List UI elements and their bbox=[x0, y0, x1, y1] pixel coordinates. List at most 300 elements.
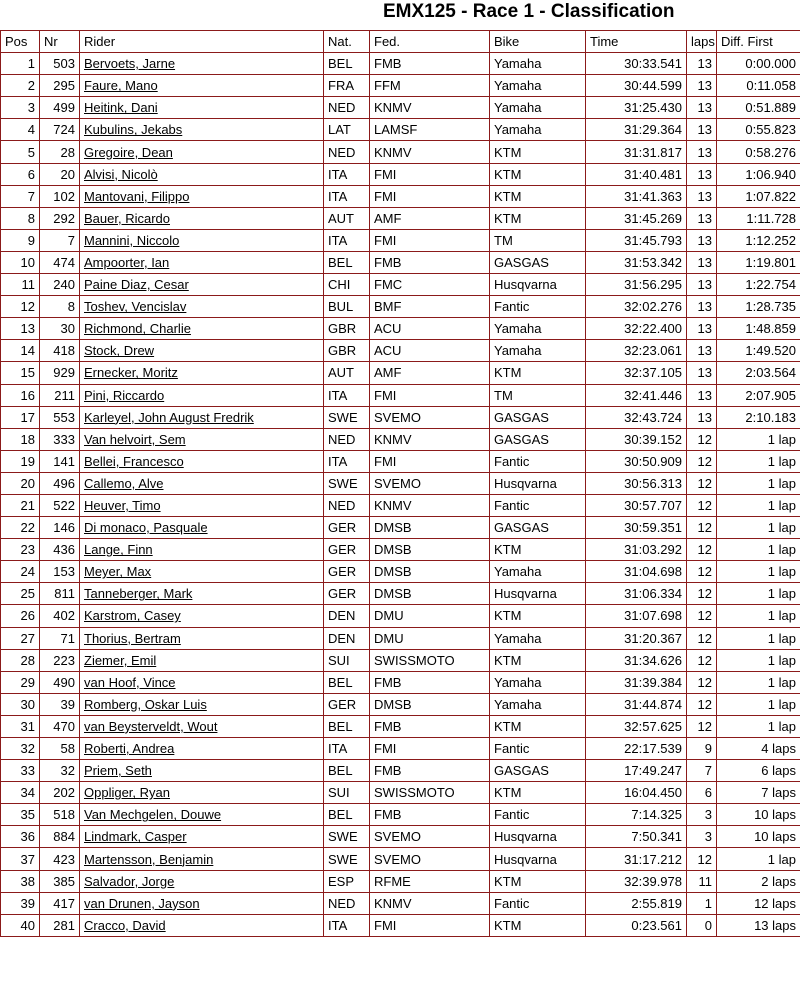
table-row bbox=[1, 406, 800, 428]
cell-diff-first: 12 laps bbox=[717, 892, 800, 914]
cell-rider[interactable] bbox=[80, 870, 324, 892]
cell-number: 496 bbox=[40, 472, 80, 494]
cell-time: 31:45.269 bbox=[586, 207, 687, 229]
cell-pos: 5 bbox=[1, 141, 40, 163]
cell-time: 31:31.817 bbox=[586, 141, 687, 163]
cell-bike: GASGAS bbox=[490, 428, 586, 450]
cell-diff-first: 1 lap bbox=[717, 605, 800, 627]
cell-fed: FMI bbox=[370, 384, 490, 406]
table-row bbox=[1, 97, 800, 119]
rider-link[interactable]: Heuver, Timo bbox=[84, 498, 161, 514]
table-row bbox=[1, 494, 800, 516]
cell-diff-first: 0:00.000 bbox=[717, 53, 800, 75]
cell-rider[interactable] bbox=[80, 318, 324, 340]
table-row bbox=[1, 229, 800, 251]
cell-pos: 38 bbox=[1, 870, 40, 892]
cell-diff-first: 6 laps bbox=[717, 760, 800, 782]
cell-time: 31:17.212 bbox=[586, 848, 687, 870]
cell-number: 146 bbox=[40, 517, 80, 539]
cell-diff-first: 2:10.183 bbox=[717, 406, 800, 428]
cell-time: 31:44.874 bbox=[586, 693, 687, 715]
cell-laps: 12 bbox=[687, 715, 717, 737]
cell-fed: ACU bbox=[370, 318, 490, 340]
cell-fed: ACU bbox=[370, 340, 490, 362]
cell-rider[interactable] bbox=[80, 738, 324, 760]
rider-link[interactable]: Di monaco, Pasquale bbox=[84, 520, 208, 536]
cell-pos: 13 bbox=[1, 318, 40, 340]
cell-bike: KTM bbox=[490, 649, 586, 671]
cell-rider[interactable] bbox=[80, 53, 324, 75]
cell-rider[interactable] bbox=[80, 539, 324, 561]
cell-number: 418 bbox=[40, 340, 80, 362]
rider-link[interactable]: Ernecker, Moritz bbox=[84, 365, 178, 381]
cell-time: 2:55.819 bbox=[586, 892, 687, 914]
cell-rider[interactable] bbox=[80, 760, 324, 782]
cell-nat: ITA bbox=[324, 229, 370, 251]
cell-rider[interactable] bbox=[80, 251, 324, 273]
table-row bbox=[1, 163, 800, 185]
cell-bike: KTM bbox=[490, 185, 586, 207]
cell-nat: SUI bbox=[324, 782, 370, 804]
cell-fed: KNMV bbox=[370, 97, 490, 119]
rider-link[interactable]: Karstrom, Casey bbox=[84, 608, 181, 624]
cell-time: 31:07.698 bbox=[586, 605, 687, 627]
cell-fed: KNMV bbox=[370, 428, 490, 450]
cell-rider[interactable] bbox=[80, 185, 324, 207]
cell-diff-first: 1 lap bbox=[717, 693, 800, 715]
cell-nat: BEL bbox=[324, 760, 370, 782]
rider-link[interactable]: Mantovani, Filippo bbox=[84, 188, 190, 204]
cell-laps: 13 bbox=[687, 340, 717, 362]
rider-link[interactable]: Thorius, Bertram bbox=[84, 630, 181, 646]
rider-link[interactable]: Van helvoirt, Sem bbox=[84, 431, 186, 447]
cell-rider[interactable] bbox=[80, 384, 324, 406]
table-row bbox=[1, 539, 800, 561]
cell-fed: SVEMO bbox=[370, 826, 490, 848]
cell-number: 402 bbox=[40, 605, 80, 627]
cell-rider[interactable] bbox=[80, 649, 324, 671]
cell-fed: SWISSMOTO bbox=[370, 649, 490, 671]
table-row bbox=[1, 914, 800, 936]
cell-time: 31:20.367 bbox=[586, 627, 687, 649]
cell-nat: DEN bbox=[324, 627, 370, 649]
table-row bbox=[1, 517, 800, 539]
cell-bike: KTM bbox=[490, 141, 586, 163]
rider-link[interactable]: Pini, Riccardo bbox=[84, 387, 165, 403]
cell-laps: 3 bbox=[687, 826, 717, 848]
cell-fed: FMI bbox=[370, 229, 490, 251]
cell-laps: 13 bbox=[687, 274, 717, 296]
cell-fed: FMB bbox=[370, 804, 490, 826]
cell-rider[interactable] bbox=[80, 804, 324, 826]
cell-rider[interactable] bbox=[80, 605, 324, 627]
cell-number: 58 bbox=[40, 738, 80, 760]
cell-time: 30:50.909 bbox=[586, 450, 687, 472]
cell-number: 929 bbox=[40, 362, 80, 384]
column-header-pos: Pos bbox=[1, 31, 40, 53]
cell-nat: GER bbox=[324, 583, 370, 605]
cell-time: 31:53.342 bbox=[586, 251, 687, 273]
cell-number: 102 bbox=[40, 185, 80, 207]
cell-rider[interactable] bbox=[80, 517, 324, 539]
cell-fed: FMI bbox=[370, 914, 490, 936]
cell-pos: 15 bbox=[1, 362, 40, 384]
cell-bike: Husqvarna bbox=[490, 583, 586, 605]
cell-number: 295 bbox=[40, 75, 80, 97]
cell-fed: FMB bbox=[370, 715, 490, 737]
cell-bike: KTM bbox=[490, 715, 586, 737]
cell-rider[interactable] bbox=[80, 914, 324, 936]
cell-rider[interactable] bbox=[80, 892, 324, 914]
cell-fed: FMI bbox=[370, 163, 490, 185]
table-row bbox=[1, 671, 800, 693]
cell-number: 30 bbox=[40, 318, 80, 340]
cell-pos: 8 bbox=[1, 207, 40, 229]
cell-pos: 36 bbox=[1, 826, 40, 848]
cell-rider[interactable] bbox=[80, 207, 324, 229]
cell-fed: FMI bbox=[370, 185, 490, 207]
cell-rider[interactable] bbox=[80, 97, 324, 119]
cell-rider[interactable] bbox=[80, 715, 324, 737]
cell-pos: 22 bbox=[1, 517, 40, 539]
rider-link[interactable]: van Hoof, Vince bbox=[84, 674, 176, 690]
cell-number: 385 bbox=[40, 870, 80, 892]
cell-laps: 12 bbox=[687, 627, 717, 649]
rider-link[interactable]: Salvador, Jorge bbox=[84, 873, 175, 889]
cell-rider[interactable] bbox=[80, 75, 324, 97]
table-row bbox=[1, 715, 800, 737]
rider-link[interactable]: Callemo, Alve bbox=[84, 475, 164, 491]
cell-laps: 13 bbox=[687, 53, 717, 75]
cell-number: 811 bbox=[40, 583, 80, 605]
table-row bbox=[1, 561, 800, 583]
cell-fed: KNMV bbox=[370, 141, 490, 163]
cell-rider[interactable] bbox=[80, 340, 324, 362]
cell-time: 7:14.325 bbox=[586, 804, 687, 826]
cell-number: 202 bbox=[40, 782, 80, 804]
cell-fed: FMI bbox=[370, 450, 490, 472]
cell-time: 31:41.363 bbox=[586, 185, 687, 207]
cell-time: 32:39.978 bbox=[586, 870, 687, 892]
cell-diff-first: 1:22.754 bbox=[717, 274, 800, 296]
rider-link[interactable]: Kubulins, Jekabs bbox=[84, 122, 183, 138]
table-row bbox=[1, 782, 800, 804]
column-header-nat: Nat. bbox=[324, 31, 370, 53]
table-row bbox=[1, 450, 800, 472]
cell-nat: NED bbox=[324, 892, 370, 914]
cell-number: 884 bbox=[40, 826, 80, 848]
cell-time: 31:56.295 bbox=[586, 274, 687, 296]
cell-laps: 13 bbox=[687, 229, 717, 251]
rider-link[interactable]: Ampoorter, Ian bbox=[84, 254, 170, 270]
cell-number: 292 bbox=[40, 207, 80, 229]
cell-number: 8 bbox=[40, 296, 80, 318]
cell-pos: 23 bbox=[1, 539, 40, 561]
column-header-time: Time bbox=[586, 31, 687, 53]
cell-nat: SWE bbox=[324, 406, 370, 428]
cell-laps: 9 bbox=[687, 738, 717, 760]
cell-laps: 7 bbox=[687, 760, 717, 782]
cell-time: 31:06.334 bbox=[586, 583, 687, 605]
cell-laps: 13 bbox=[687, 207, 717, 229]
cell-nat: GER bbox=[324, 693, 370, 715]
cell-rider[interactable] bbox=[80, 141, 324, 163]
cell-time: 31:45.793 bbox=[586, 229, 687, 251]
cell-number: 28 bbox=[40, 141, 80, 163]
rider-link[interactable]: Van Mechgelen, Douwe bbox=[84, 807, 222, 823]
cell-laps: 13 bbox=[687, 406, 717, 428]
rider-link[interactable]: Paine Diaz, Cesar bbox=[84, 277, 189, 293]
cell-pos: 19 bbox=[1, 450, 40, 472]
cell-pos: 6 bbox=[1, 163, 40, 185]
table-row bbox=[1, 75, 800, 97]
cell-pos: 20 bbox=[1, 472, 40, 494]
cell-bike: Fantic bbox=[490, 494, 586, 516]
rider-link[interactable]: Bervoets, Jarne bbox=[84, 56, 176, 72]
table-row bbox=[1, 340, 800, 362]
rider-link[interactable]: Heitink, Dani bbox=[84, 100, 158, 116]
cell-pos: 10 bbox=[1, 251, 40, 273]
cell-nat: NED bbox=[324, 141, 370, 163]
cell-rider[interactable] bbox=[80, 782, 324, 804]
cell-rider[interactable] bbox=[80, 494, 324, 516]
cell-time: 32:22.400 bbox=[586, 318, 687, 340]
cell-number: 71 bbox=[40, 627, 80, 649]
rider-link[interactable]: Gregoire, Dean bbox=[84, 144, 173, 160]
cell-rider[interactable] bbox=[80, 848, 324, 870]
cell-bike: Husqvarna bbox=[490, 274, 586, 296]
cell-fed: KNMV bbox=[370, 494, 490, 516]
table-row bbox=[1, 605, 800, 627]
table-row bbox=[1, 738, 800, 760]
rider-link[interactable]: Toshev, Vencislav bbox=[84, 299, 187, 315]
cell-rider[interactable] bbox=[80, 362, 324, 384]
cell-number: 499 bbox=[40, 97, 80, 119]
cell-laps: 13 bbox=[687, 163, 717, 185]
cell-time: 30:56.313 bbox=[586, 472, 687, 494]
rider-link[interactable]: Mannini, Niccolo bbox=[84, 232, 180, 248]
cell-fed: BMF bbox=[370, 296, 490, 318]
cell-rider[interactable] bbox=[80, 450, 324, 472]
cell-pos: 32 bbox=[1, 738, 40, 760]
page-title: EMX125 - Race 1 - Classification bbox=[383, 1, 675, 22]
cell-bike: Yamaha bbox=[490, 75, 586, 97]
cell-laps: 12 bbox=[687, 472, 717, 494]
cell-laps: 13 bbox=[687, 185, 717, 207]
cell-nat: LAT bbox=[324, 119, 370, 141]
cell-bike: KTM bbox=[490, 782, 586, 804]
cell-diff-first: 0:58.276 bbox=[717, 141, 800, 163]
table-row bbox=[1, 870, 800, 892]
cell-pos: 31 bbox=[1, 715, 40, 737]
rider-link[interactable]: Bauer, Ricardo bbox=[84, 210, 170, 226]
cell-laps: 12 bbox=[687, 428, 717, 450]
cell-fed: DMSB bbox=[370, 539, 490, 561]
rider-link[interactable]: Romberg, Oskar Luis bbox=[84, 696, 207, 712]
table-row bbox=[1, 141, 800, 163]
cell-nat: NED bbox=[324, 494, 370, 516]
cell-nat: BEL bbox=[324, 804, 370, 826]
rider-link[interactable]: Priem, Seth bbox=[84, 763, 152, 779]
rider-link[interactable]: Alvisi, Nicolò bbox=[84, 166, 158, 182]
rider-link[interactable]: Ziemer, Emil bbox=[84, 652, 157, 668]
cell-bike: Husqvarna bbox=[490, 848, 586, 870]
cell-fed: AMF bbox=[370, 362, 490, 384]
cell-fed: FMI bbox=[370, 738, 490, 760]
rider-link[interactable]: Richmond, Charlie bbox=[84, 321, 191, 337]
cell-rider[interactable] bbox=[80, 296, 324, 318]
cell-bike: Yamaha bbox=[490, 318, 586, 340]
cell-rider[interactable] bbox=[80, 472, 324, 494]
rider-link[interactable]: Karleyel, John August Fredrik bbox=[84, 409, 254, 425]
cell-laps: 13 bbox=[687, 75, 717, 97]
cell-pos: 12 bbox=[1, 296, 40, 318]
cell-number: 436 bbox=[40, 539, 80, 561]
rider-link[interactable]: Lindmark, Casper bbox=[84, 829, 187, 845]
cell-time: 30:59.351 bbox=[586, 517, 687, 539]
table-row bbox=[1, 583, 800, 605]
rider-link[interactable]: Bellei, Francesco bbox=[84, 453, 184, 469]
cell-diff-first: 0:55.823 bbox=[717, 119, 800, 141]
cell-nat: ITA bbox=[324, 914, 370, 936]
cell-fed: KNMV bbox=[370, 892, 490, 914]
cell-nat: BEL bbox=[324, 715, 370, 737]
cell-time: 16:04.450 bbox=[586, 782, 687, 804]
cell-laps: 13 bbox=[687, 97, 717, 119]
cell-rider[interactable] bbox=[80, 627, 324, 649]
cell-bike: Yamaha bbox=[490, 627, 586, 649]
cell-laps: 12 bbox=[687, 539, 717, 561]
cell-time: 7:50.341 bbox=[586, 826, 687, 848]
cell-nat: GER bbox=[324, 561, 370, 583]
cell-bike: GASGAS bbox=[490, 406, 586, 428]
cell-laps: 11 bbox=[687, 870, 717, 892]
cell-bike: Yamaha bbox=[490, 53, 586, 75]
cell-diff-first: 0:51.889 bbox=[717, 97, 800, 119]
cell-rider[interactable] bbox=[80, 561, 324, 583]
cell-nat: BUL bbox=[324, 296, 370, 318]
cell-fed: SWISSMOTO bbox=[370, 782, 490, 804]
cell-nat: GBR bbox=[324, 318, 370, 340]
cell-time: 32:23.061 bbox=[586, 340, 687, 362]
cell-nat: AUT bbox=[324, 362, 370, 384]
cell-nat: GBR bbox=[324, 340, 370, 362]
cell-diff-first: 1 lap bbox=[717, 583, 800, 605]
rider-link[interactable]: Oppliger, Ryan bbox=[84, 785, 170, 801]
cell-rider[interactable] bbox=[80, 119, 324, 141]
rider-link[interactable]: Meyer, Max bbox=[84, 564, 152, 580]
column-header-bike: Bike bbox=[490, 31, 586, 53]
cell-bike: KTM bbox=[490, 914, 586, 936]
rider-link[interactable]: Lange, Finn bbox=[84, 542, 153, 558]
cell-diff-first: 1 lap bbox=[717, 627, 800, 649]
cell-nat: BEL bbox=[324, 53, 370, 75]
classification-table bbox=[0, 30, 800, 937]
cell-fed: DMSB bbox=[370, 693, 490, 715]
cell-nat: SUI bbox=[324, 649, 370, 671]
rider-link[interactable]: Tanneberger, Mark bbox=[84, 586, 193, 602]
cell-number: 141 bbox=[40, 450, 80, 472]
cell-fed: DMSB bbox=[370, 561, 490, 583]
cell-pos: 14 bbox=[1, 340, 40, 362]
cell-pos: 25 bbox=[1, 583, 40, 605]
table-row bbox=[1, 296, 800, 318]
cell-pos: 27 bbox=[1, 627, 40, 649]
cell-rider[interactable] bbox=[80, 826, 324, 848]
cell-number: 211 bbox=[40, 384, 80, 406]
cell-time: 0:23.561 bbox=[586, 914, 687, 936]
cell-nat: ITA bbox=[324, 185, 370, 207]
cell-fed: SVEMO bbox=[370, 848, 490, 870]
table-header-row bbox=[1, 31, 800, 53]
cell-fed: LAMSF bbox=[370, 119, 490, 141]
cell-diff-first: 1:28.735 bbox=[717, 296, 800, 318]
rider-link[interactable]: Cracco, David bbox=[84, 917, 166, 933]
cell-bike: Husqvarna bbox=[490, 826, 586, 848]
column-header-fed: Fed. bbox=[370, 31, 490, 53]
cell-diff-first: 1 lap bbox=[717, 561, 800, 583]
rider-link[interactable]: Stock, Drew bbox=[84, 343, 155, 359]
cell-rider[interactable] bbox=[80, 583, 324, 605]
cell-nat: SWE bbox=[324, 826, 370, 848]
cell-time: 32:41.446 bbox=[586, 384, 687, 406]
cell-number: 20 bbox=[40, 163, 80, 185]
cell-rider[interactable] bbox=[80, 693, 324, 715]
column-header-laps: laps bbox=[687, 31, 717, 53]
cell-bike: GASGAS bbox=[490, 517, 586, 539]
cell-diff-first: 1 lap bbox=[717, 472, 800, 494]
cell-rider[interactable] bbox=[80, 229, 324, 251]
cell-nat: ITA bbox=[324, 450, 370, 472]
cell-time: 17:49.247 bbox=[586, 760, 687, 782]
cell-time: 32:43.724 bbox=[586, 406, 687, 428]
rider-link[interactable]: Roberti, Andrea bbox=[84, 741, 175, 757]
cell-diff-first: 0:11.058 bbox=[717, 75, 800, 97]
cell-pos: 40 bbox=[1, 914, 40, 936]
rider-link[interactable]: van Drunen, Jayson bbox=[84, 895, 200, 911]
cell-number: 39 bbox=[40, 693, 80, 715]
cell-bike: TM bbox=[490, 229, 586, 251]
cell-laps: 12 bbox=[687, 649, 717, 671]
cell-rider[interactable] bbox=[80, 274, 324, 296]
cell-time: 22:17.539 bbox=[586, 738, 687, 760]
table-row bbox=[1, 53, 800, 75]
table-row bbox=[1, 185, 800, 207]
table-row bbox=[1, 207, 800, 229]
table-row bbox=[1, 119, 800, 141]
cell-rider[interactable] bbox=[80, 163, 324, 185]
cell-time: 30:33.541 bbox=[586, 53, 687, 75]
cell-rider[interactable] bbox=[80, 428, 324, 450]
cell-bike: KTM bbox=[490, 605, 586, 627]
cell-laps: 13 bbox=[687, 296, 717, 318]
cell-pos: 9 bbox=[1, 229, 40, 251]
cell-rider[interactable] bbox=[80, 406, 324, 428]
cell-bike: Husqvarna bbox=[490, 472, 586, 494]
column-header-nr: Nr bbox=[40, 31, 80, 53]
cell-laps: 13 bbox=[687, 119, 717, 141]
rider-link[interactable]: Martensson, Benjamin bbox=[84, 851, 214, 867]
cell-laps: 12 bbox=[687, 561, 717, 583]
rider-link[interactable]: van Beysterveldt, Wout bbox=[84, 718, 218, 734]
cell-rider[interactable] bbox=[80, 671, 324, 693]
cell-nat: DEN bbox=[324, 605, 370, 627]
cell-bike: GASGAS bbox=[490, 760, 586, 782]
cell-fed: FMB bbox=[370, 760, 490, 782]
cell-time: 31:04.698 bbox=[586, 561, 687, 583]
cell-time: 31:29.364 bbox=[586, 119, 687, 141]
rider-link[interactable]: Faure, Mano bbox=[84, 78, 158, 94]
